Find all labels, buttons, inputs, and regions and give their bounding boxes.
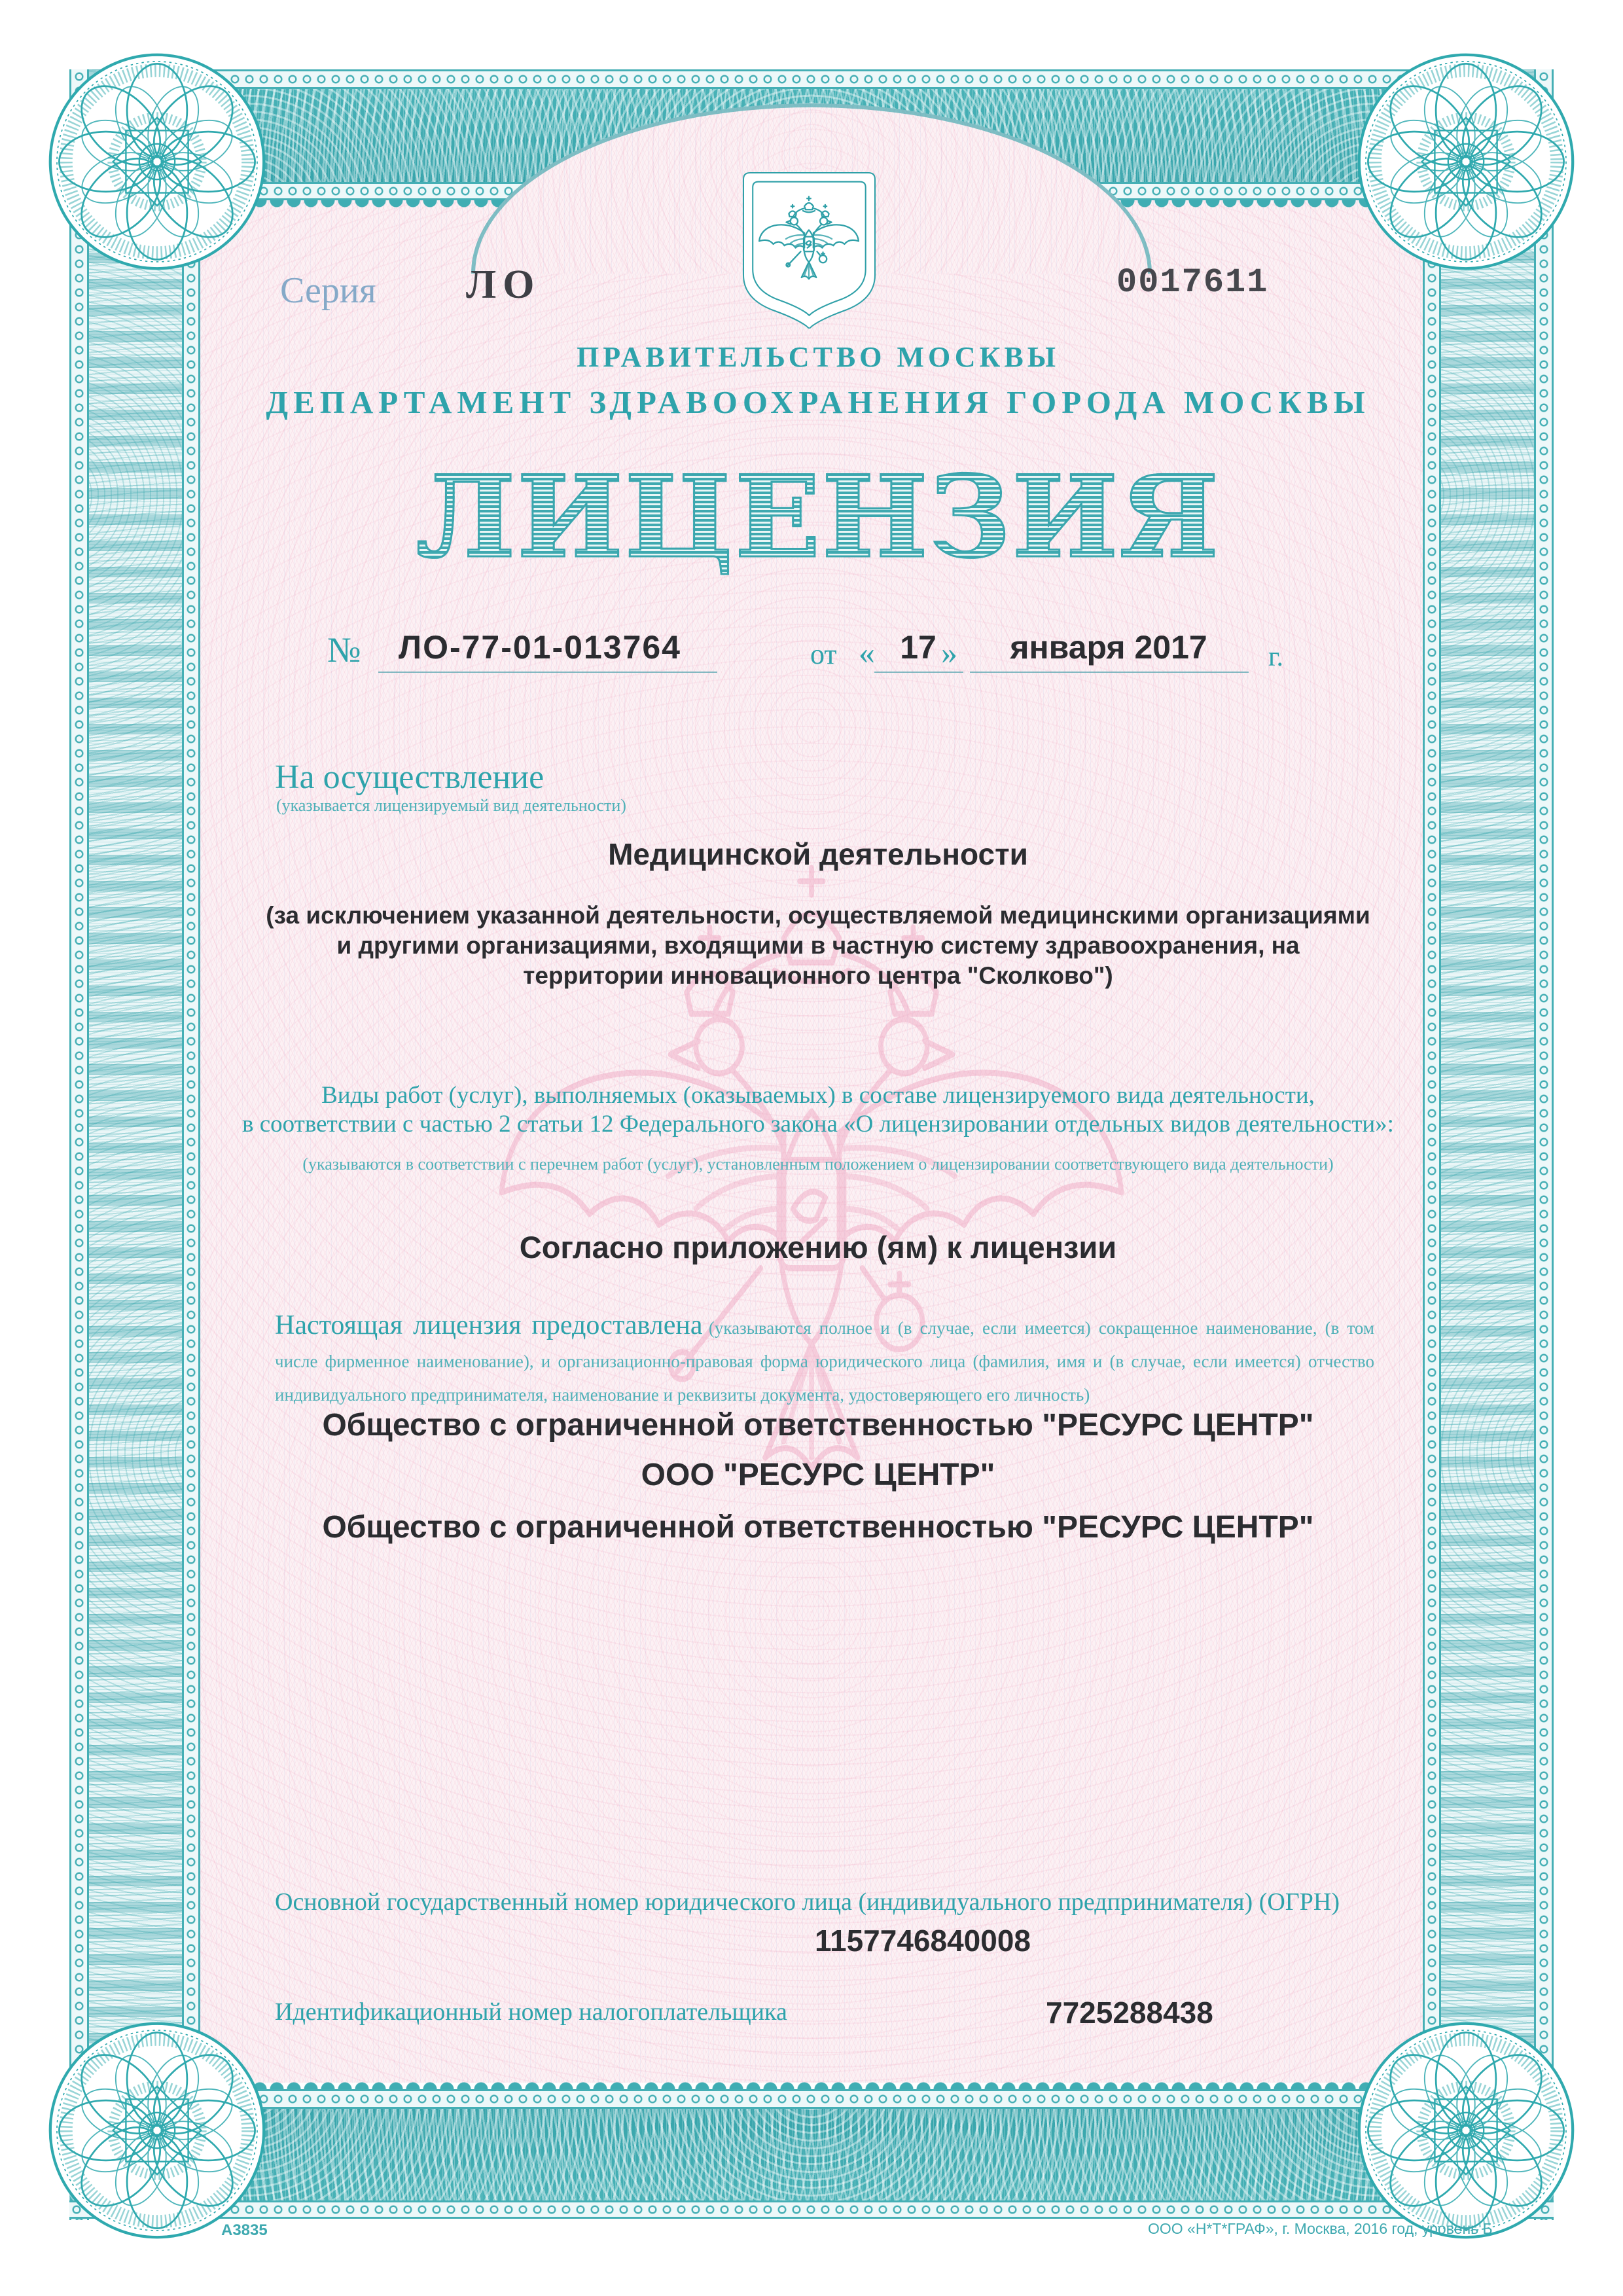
grantee-intro — [275, 1310, 1374, 1413]
border-chain-bottom-outer — [69, 2200, 1554, 2219]
activity-exception-line: и другими организациями, входящими в частную систему здравоохранения, на — [336, 932, 1300, 959]
ogrn-label: Основной государственный номер юридического лица (индивидуального предпринимателя) (ОГРН) — [275, 1888, 1340, 1916]
border-chain-right-inner — [1423, 69, 1441, 2109]
activity-value: Медицинской деятельности — [608, 837, 1028, 871]
border-chain-left-outer — [69, 69, 89, 2220]
number-underline — [378, 672, 717, 673]
day-underline — [874, 672, 963, 673]
activity-exception-line: территории инновационного центра "Сколково") — [523, 962, 1113, 989]
activity-exception-line: (за исключением указанной деятельности, осуществляемой медицинскими организациями — [266, 902, 1370, 929]
works-note: (указываются в соответствии с перечнем работ (услуг), установленным положением о лицензировании соответствующего вида деятельности) — [302, 1155, 1334, 1174]
guilloche-rosette-icon — [1355, 50, 1577, 273]
date-from-label: от — [810, 638, 837, 670]
grantee-full-name-repeat: Общество с ограниченной ответственностью "РЕСУРС ЦЕНТР" — [322, 1510, 1314, 1545]
number-sign: № — [327, 630, 361, 670]
date-quote-close: » — [941, 634, 957, 671]
form-code: А3835 — [221, 2221, 268, 2239]
border-chain-bottom-inner — [69, 2089, 1554, 2109]
border-band-bottom — [69, 2109, 1554, 2200]
border-chain-left-inner — [182, 69, 200, 2109]
works-intro-line: в соответствии с частью 2 статьи 12 Федерального закона «О лицензировании отдельных видов деятельности»: — [242, 1111, 1394, 1138]
inn-value: 7725288438 — [1046, 1996, 1213, 2030]
activity-label: На осуществление — [275, 759, 544, 796]
border-chain-right-outer — [1534, 69, 1554, 2220]
year-suffix: г. — [1268, 642, 1283, 672]
document-title: ЛИЦЕНЗИЯ — [223, 450, 1414, 583]
works-value: Согласно приложению (ям) к лицензии — [519, 1230, 1117, 1265]
guilloche-rosette-icon — [46, 50, 268, 273]
border-chain-top-outer — [69, 69, 1554, 89]
activity-label-note: (указывается лицензируемый вид деятельности) — [276, 796, 626, 815]
printer-note: ООО «Н*Т*ГРАФ», г. Москва, 2016 год, уровень Б — [1148, 2220, 1493, 2237]
border-band-right — [1441, 69, 1534, 2200]
inn-label: Идентификационный номер налогоплательщика — [275, 1998, 787, 2026]
license-date-day: 17 — [900, 629, 936, 666]
guilloche-rosette-icon — [46, 2019, 268, 2242]
grantee-full-name: Общество с ограниченной ответственностью "РЕСУРС ЦЕНТР" — [322, 1408, 1314, 1443]
series-label: Серия — [280, 270, 376, 311]
issuing-department: ДЕПАРТАМЕНТ ЗДРАВООХРАНЕНИЯ ГОРОДА МОСКВЫ — [266, 384, 1370, 420]
issuing-government: ПРАВИТЕЛЬСТВО МОСКВЫ — [577, 341, 1060, 373]
grantee-short-name: ООО "РЕСУРС ЦЕНТР" — [641, 1458, 995, 1492]
form-number: 0017611 — [1116, 263, 1269, 302]
guilloche-rosette-icon — [1355, 2019, 1577, 2242]
border-band-left — [89, 69, 182, 2200]
month-underline — [970, 672, 1249, 673]
grantee-note: (указываются полное и (в случае, если имеется) сокращенное наименование, (в том числе фирменное наименование), и организационно-правовая форма юридического лица (фамилия, имя и (в случае, если имеется) отчество индивидуального предпринимателя, наименование и реквизиты документа, удостоверяющего его личность) — [275, 1318, 1375, 1405]
series-value: ЛО — [466, 262, 541, 307]
date-quote-open: « — [859, 634, 875, 671]
ogrn-value: 1157746840008 — [814, 1924, 1031, 1958]
license-number: ЛО-77-01-013764 — [398, 629, 681, 666]
border-scallop-bottom — [200, 2076, 1423, 2089]
double-headed-eagle-icon — [742, 171, 876, 329]
works-intro-line: Виды работ (услуг), выполняемых (оказываемых) в составе лицензируемого вида деятельности, — [321, 1082, 1315, 1109]
grantee-label: Настоящая лицензия предоставлена — [275, 1310, 703, 1340]
license-date-month-year: января 2017 — [1010, 629, 1207, 666]
